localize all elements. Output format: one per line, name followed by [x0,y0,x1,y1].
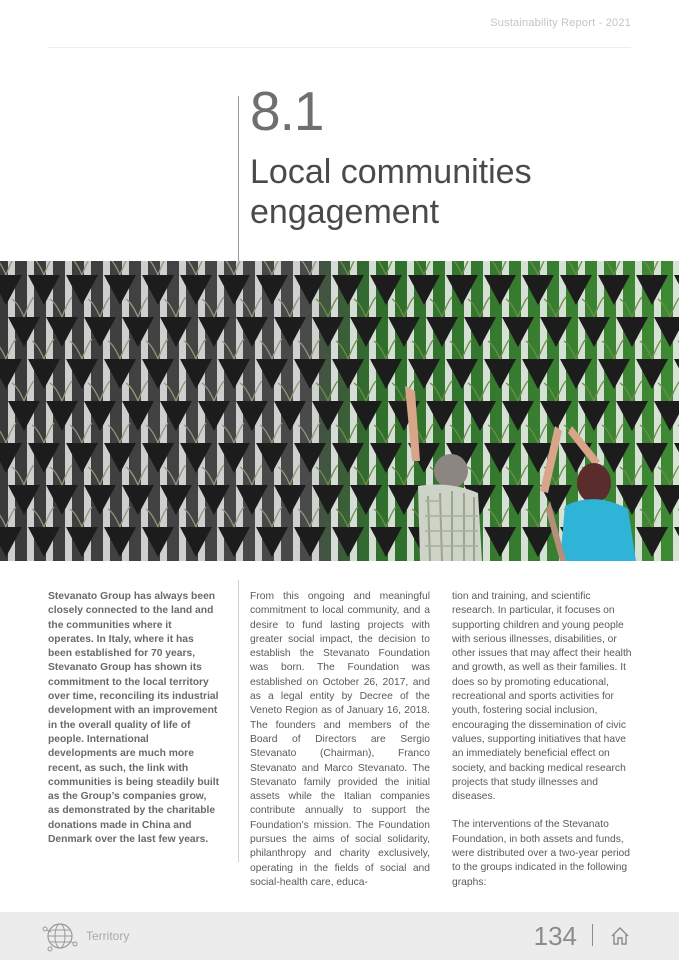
body-column-3-paragraph-2: The interventions of the Stevanato Foundation, in both assets and funds, were distributed over a two-year period to the groups indicated in the following graphs: [452,819,630,888]
section-title [250,152,650,232]
footer-bar [0,912,679,960]
vertical-garden-photo [0,261,679,561]
footer-section-label[interactable]: Territory [86,929,130,943]
column-divider [238,580,239,862]
body-column-2: From this ongoing and meaningful commitment to local community, and a desire to fund lasting projects with greater social impact, the decision to establish the Stevanato Foundation was born. The Foundation was established on October 26, 2017, and as a legal entity by Decree of the Veneto Region as of January 16, 2018. The founders and members of the Board of Directors are Sergio Stevanato (Chairman), Franco Stevanato and Marco Stevanato. The Stevanato family provided the initial assets while the Italian companies contribute annually to support the Foundation’s mission. The Foundation pursues the aims of social solidarity, philanthropy and charity exclusively, operating in the fields of social and social-health care, educa- [250,591,430,888]
header-divider [48,47,631,48]
home-icon[interactable] [609,925,631,947]
section-number: 8.1 [250,80,324,142]
section-title-line1: Local communities [250,153,532,191]
title-vertical-rule [238,96,239,262]
page-number: 134 [533,921,577,951]
body-column-3-paragraph-1: tion and training, and scientific research. In particular, it focuses on supporting children and young people with serious illnesses, disabilities, or other issues that may affect their health and growth, as well as their families. It does so by promoting educational, recreational and sports activities for youth, fostering social inclusion, encouraging the dissemination of civic values, supporting initiatives that have an immediately beneficial effect on society, and backing medical research projects that study illnesses and diseases. [452,591,632,803]
body-column-3 [452,590,632,904]
footer-separator [592,924,593,946]
report-title: Sustainability Report - 2021 [490,17,631,29]
section-title-line2: engagement [250,193,440,231]
globe-network-icon [42,920,78,952]
intro-text: Stevanato Group has always been closely connected to the land and the communities where it operates. In Italy, where it has been established for 70 years, Stevanato Group has shown its commitment to the local territory over time, reconciling its industrial development with an improvement in the overall quality of life of people. International developments are much more recent, as such, the link with communities is being steadily built as the Group’s companies grow, as demonstrated by the charitable donations made in China and Denmark over the last few years. [48,591,220,846]
